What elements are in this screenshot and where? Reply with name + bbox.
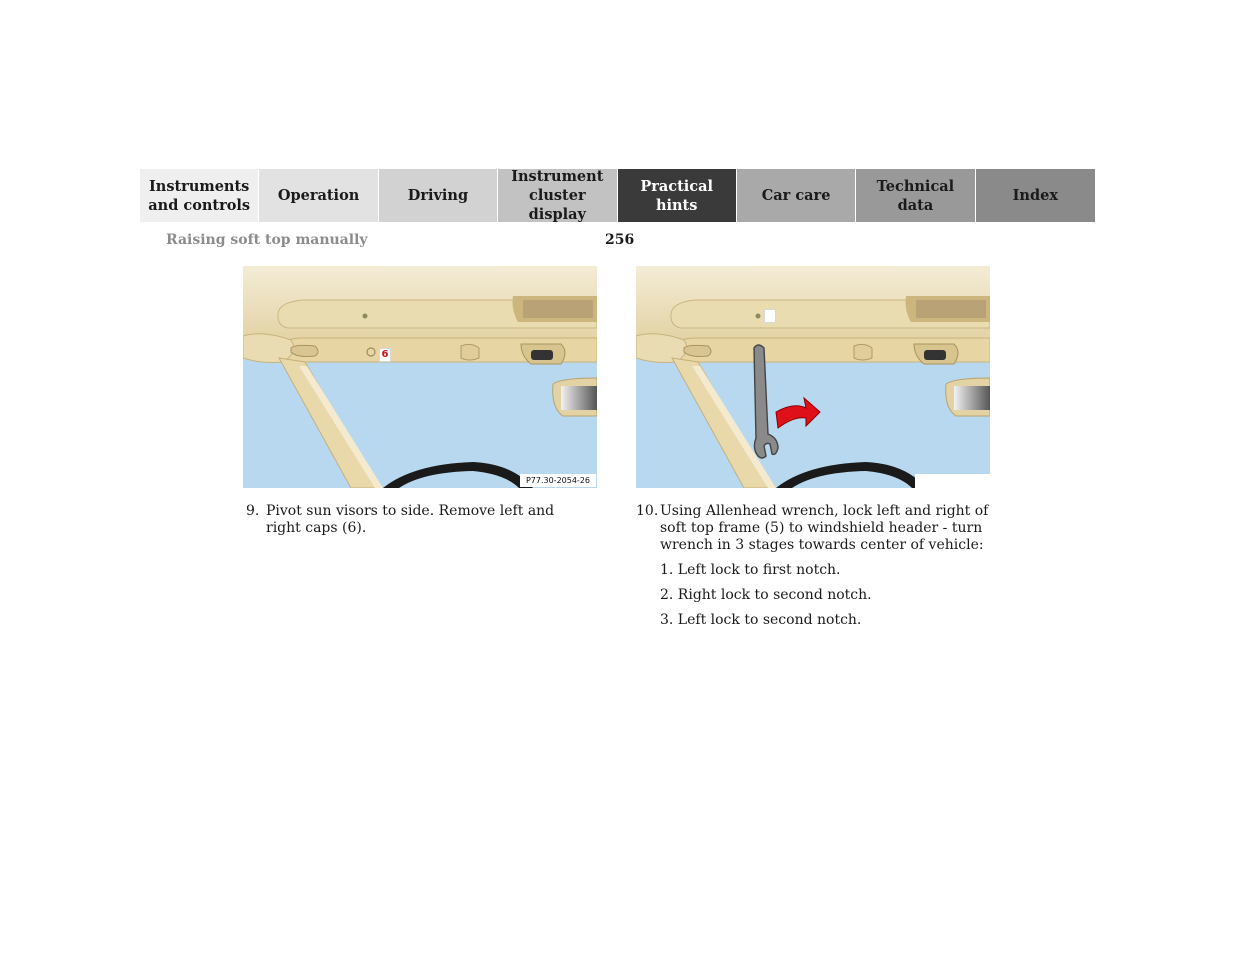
top-navigation <box>140 169 1095 222</box>
illustration-allenhead-wrench <box>636 266 990 488</box>
step-number: 9. <box>246 503 260 519</box>
tab-index[interactable] <box>976 169 1095 222</box>
tab-label: Index <box>1012 187 1058 204</box>
tab-practical-hints[interactable] <box>618 169 737 222</box>
figure-code-blank <box>915 474 990 488</box>
callout-blank <box>764 309 776 323</box>
section-title: Raising soft top manually <box>166 232 368 248</box>
step-number: 10. <box>636 503 659 519</box>
tab-instruments-and-controls[interactable] <box>140 169 259 222</box>
tab-label-line2: data <box>897 196 934 214</box>
tab-label: Practical hints <box>640 177 714 214</box>
tab-technical-data[interactable] <box>856 169 975 222</box>
illustration-sun-visor-caps <box>243 266 597 488</box>
tab-label-line1: Technical <box>876 177 955 195</box>
tab-label-line2: and controls <box>148 196 251 214</box>
tab-label: Driving <box>407 187 469 204</box>
step-9 <box>246 503 576 537</box>
page-number: 256 <box>605 232 635 248</box>
tab-car-care[interactable] <box>737 169 856 222</box>
tab-label: Car care <box>761 187 831 204</box>
tab-label-line1: Instrument <box>511 168 604 185</box>
figure-code: P77.30-2054-26 <box>520 474 596 487</box>
tab-driving[interactable] <box>379 169 498 222</box>
tab-label-line2: cluster display <box>528 187 586 223</box>
callout-6: 6 <box>379 348 391 362</box>
step-text: Pivot sun visors to side. Remove left and right caps (6). <box>266 503 555 536</box>
step-10 <box>636 503 992 629</box>
tab-instrument-cluster-display[interactable] <box>498 169 617 222</box>
step-text: Using Allenhead wrench, lock left and right of soft top frame (5) to windshield header - turn wrench in 3 stages towards center of vehicle: <box>660 503 989 553</box>
tab-label-line1: Instruments <box>149 177 250 195</box>
wrench-illustration <box>636 266 990 488</box>
substep: 1. Left lock to first notch. <box>660 562 841 578</box>
tab-operation[interactable] <box>259 169 378 222</box>
tab-label: Operation <box>277 187 360 204</box>
substep: 3. Left lock to second notch. <box>660 612 862 628</box>
substep: 2. Right lock to second notch. <box>660 587 872 603</box>
sun-visor-illustration <box>243 266 597 488</box>
